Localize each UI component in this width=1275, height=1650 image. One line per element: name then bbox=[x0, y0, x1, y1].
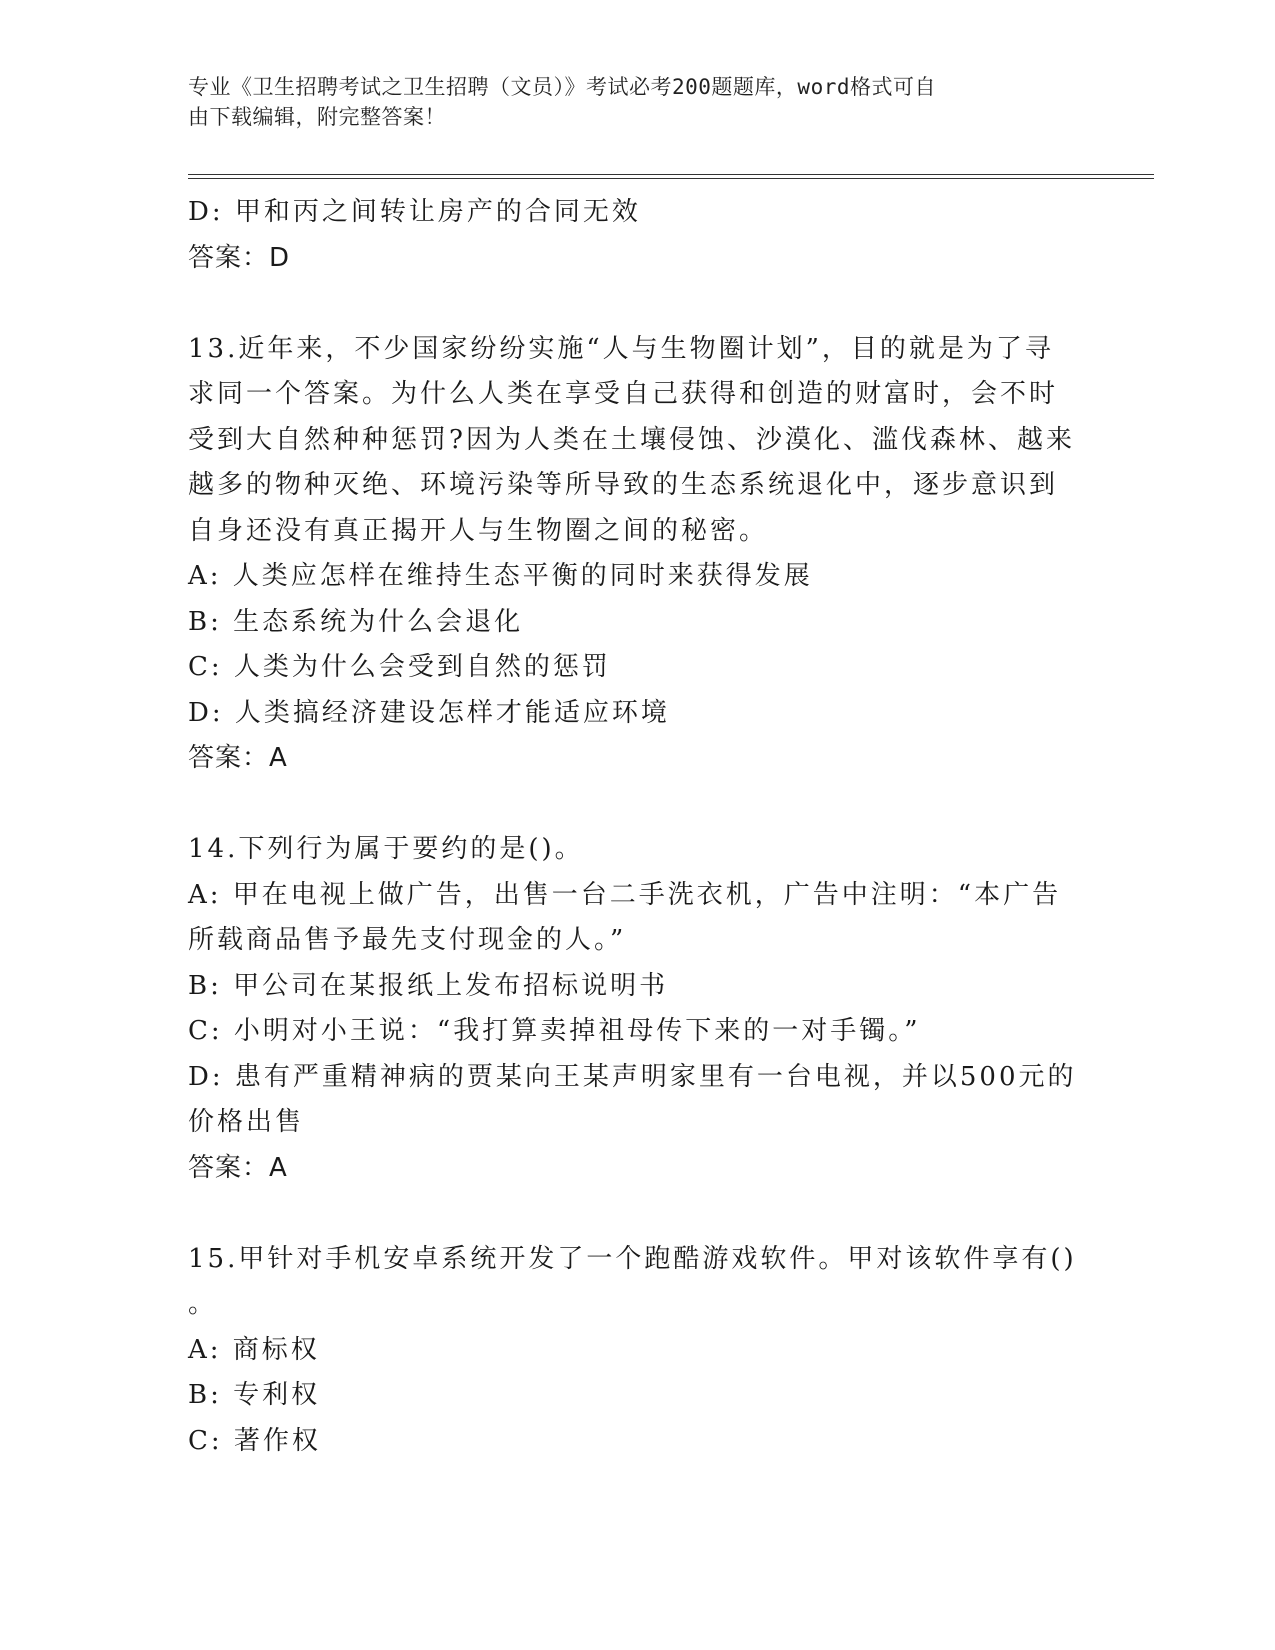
document-header bbox=[188, 72, 1078, 132]
answer-line: 答案：A bbox=[188, 743, 288, 773]
document-body bbox=[188, 190, 1078, 1464]
header-line-2: 由下载编辑，附完整答案！ bbox=[188, 105, 446, 129]
question-12-tail bbox=[188, 190, 1078, 281]
question-stem-line: 。 bbox=[188, 1289, 218, 1319]
answer-line: 答案：D bbox=[188, 242, 291, 273]
option-d-line: 价格出售 bbox=[188, 1107, 305, 1137]
question-stem-line: 越多的物种灭绝、环境污染等所导致的生态系统退化中，逐步意识到 bbox=[188, 470, 1059, 500]
option-a: A: 商标权 bbox=[188, 1334, 320, 1365]
option-b: B: 专利权 bbox=[188, 1380, 321, 1410]
header-line-1: 专业《卫生招聘考试之卫生招聘（文员）》考试必考200题题库，word格式可自 bbox=[188, 75, 936, 99]
question-13 bbox=[188, 327, 1078, 782]
question-stem-line: 13.近年来，不少国家纷纷实施“人与生物圈计划”，目的就是为了寻 bbox=[188, 333, 1054, 364]
question-14 bbox=[188, 827, 1078, 1191]
question-15 bbox=[188, 1237, 1078, 1465]
option-c: C: 著作权 bbox=[188, 1425, 321, 1456]
answer-line: 答案：A bbox=[188, 1152, 288, 1183]
option-a: A: 人类应怎样在维持生态平衡的同时来获得发展 bbox=[188, 561, 813, 591]
option-c: C: 小明对小王说：“我打算卖掉祖母传下来的一对手镯。” bbox=[188, 1016, 921, 1046]
option-d: D: 人类搞经济建设怎样才能适应环境 bbox=[188, 697, 670, 728]
header-divider bbox=[188, 174, 1154, 179]
option-b: B: 生态系统为什么会退化 bbox=[188, 606, 524, 637]
option-c: C: 人类为什么会受到自然的惩罚 bbox=[188, 652, 611, 682]
question-stem-line: 受到大自然种种惩罚?因为人类在土壤侵蚀、沙漠化、滥伐森林、越来 bbox=[188, 424, 1075, 455]
option-a-line: 所载商品售予最先支付现金的人。” bbox=[188, 925, 627, 955]
question-stem: 14.下列行为属于要约的是()。 bbox=[188, 834, 584, 864]
question-stem-line: 15.甲针对手机安卓系统开发了一个跑酷游戏软件。甲对该软件享有() bbox=[188, 1243, 1077, 1274]
option-d: D: 甲和丙之间转让房产的合同无效 bbox=[188, 197, 641, 227]
question-stem-line: 自身还没有真正揭开人与生物圈之间的秘密。 bbox=[188, 515, 769, 546]
option-a-line: A: 甲在电视上做广告，出售一台二手洗衣机，广告中注明：“本广告 bbox=[188, 879, 1062, 910]
option-d-line: D: 患有严重精神病的贾某向王某声明家里有一台电视，并以500元的 bbox=[188, 1061, 1077, 1092]
option-b: B: 甲公司在某报纸上发布招标说明书 bbox=[188, 970, 669, 1001]
question-stem-line: 求同一个答案。为什么人类在享受自己获得和创造的财富时，会不时 bbox=[188, 379, 1059, 409]
